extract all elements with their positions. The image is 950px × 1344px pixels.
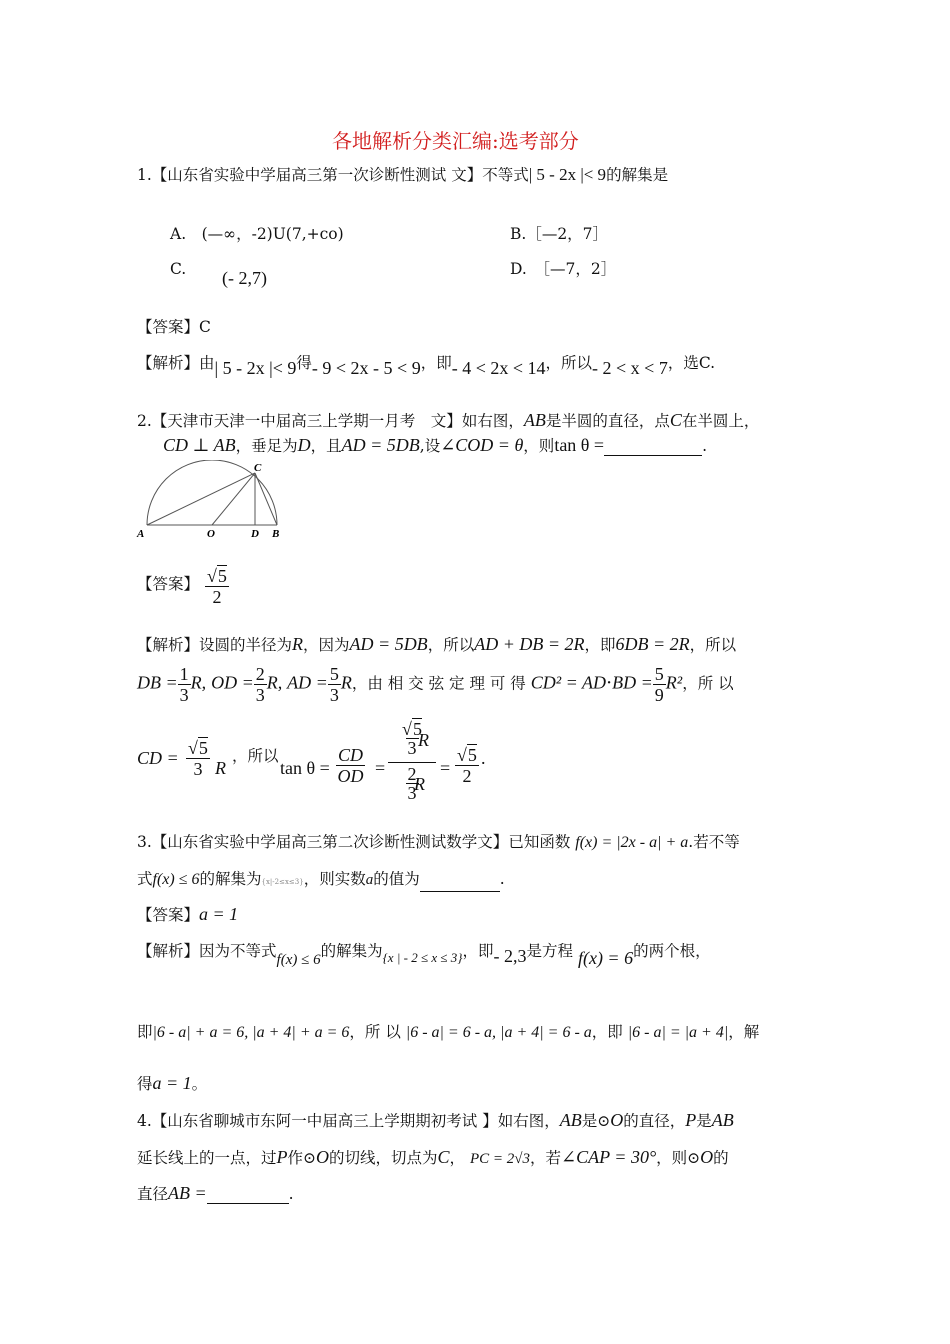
q2-answer (137, 574, 199, 594)
q1-an-text: 由 (199, 354, 215, 372)
q3-an-text: 是方程 (526, 942, 574, 960)
q2-an-den: 3 (179, 685, 189, 705)
q3-solution-set: {x|-2≤x≤3} (261, 878, 304, 886)
q4-text: ，则⊙ (656, 1149, 701, 1167)
q4-source: 【山东省聊城市东阿一中届高三上学期期初考试 】 (151, 1112, 498, 1130)
q3-an-text: ，即 (462, 942, 494, 960)
q2-label-a: A (137, 528, 145, 540)
q2-text: 如右图， (461, 412, 524, 430)
q1-an-text: ，所以 (545, 354, 593, 372)
q4-answer-blank[interactable] (207, 1189, 289, 1204)
q4-math: O (610, 1110, 624, 1130)
q2-an-math: AD = 5DB (349, 634, 428, 654)
q3-text: . (499, 870, 505, 888)
q1-source: 【山东省实验中学届高三第一次诊断性测试 文】 (151, 166, 483, 184)
q3-number: 3. (137, 833, 152, 851)
q1-option-d: D. ［—7，2］ (510, 260, 617, 278)
q2-math: ∠COD = θ (440, 435, 524, 455)
q2-math: tan θ = (554, 435, 605, 455)
q4-math: AB = (168, 1183, 207, 1203)
q2-an-math: R² (665, 672, 683, 693)
q1-analysis (137, 352, 716, 378)
q3-an-text: 的两个根， (633, 942, 711, 960)
q3-an-math: f(x) ≤ 6 (276, 952, 321, 968)
q2-an-math: = (375, 758, 386, 778)
q3-an-math: a = 1 (152, 1073, 192, 1093)
q2-analysis-line1 (137, 634, 736, 655)
q4-text: ，若 (530, 1149, 562, 1167)
q1-an-math: - 4 < 2x < 14 (451, 358, 546, 378)
q2-an-den: 2 (462, 766, 472, 786)
q3-text: 已知函数 (508, 833, 571, 851)
q2-an-text: ，由 相 交 弦 定 理 可 得 (351, 674, 526, 693)
q3-an-text: 因为不等式 (199, 942, 277, 960)
q1-stem-post: 的解集是 (606, 166, 669, 184)
q2-an-text: ，所以 (427, 636, 475, 654)
q1-an-text: ，选C. (667, 354, 716, 372)
q3-an-math: - 2,3 (493, 946, 527, 966)
q3-an-text: 。 (191, 1075, 208, 1093)
q2-label-c: C (254, 462, 262, 474)
q3-an-math: |6 - a| + a = 6, |a + 4| + a = 6 (152, 1024, 350, 1041)
q4-math: AB (559, 1110, 582, 1130)
q4-stem-line2 (137, 1147, 729, 1169)
q3-answer-value: a = 1 (199, 904, 239, 924)
q2-an-math: OD = (211, 672, 254, 693)
q2-text: 是半圆的直径，点 (545, 412, 670, 430)
q2-an-den: 9 (654, 685, 664, 705)
analysis-label: 【解析】 (137, 942, 200, 960)
q1-inequality: | 5 - 2x |< 9 (528, 165, 607, 184)
q2-an-compound-fraction: √5 3 R 2 3 R (388, 720, 436, 803)
q4-number: 4. (137, 1112, 152, 1130)
q4-math: AB (711, 1110, 734, 1130)
q3-an-math: f(x) = 6 (577, 948, 634, 968)
q2-semicircle-figure (135, 460, 295, 545)
q2-an-math: R, (190, 672, 207, 693)
q2-an-math: CD = (137, 748, 179, 768)
q4-text: 的直径， (623, 1112, 686, 1130)
q1-an-text: 得 (296, 354, 312, 372)
q1-option-c-value: (- 2,7) (222, 268, 267, 288)
q2-an-text: ，即 (584, 636, 616, 654)
q2-an-num: 5 (198, 738, 208, 758)
q2-stem-line1 (137, 410, 759, 431)
q3-an-text: 得 (137, 1075, 153, 1093)
q2-an-math: R (414, 774, 425, 794)
q4-stem-line3 (137, 1183, 294, 1204)
q2-an-num: CD (338, 745, 364, 765)
q1-stem-text: 不等式 (482, 166, 529, 184)
q3-an-text: ，所 以 (349, 1023, 401, 1041)
q2-stem-line2 (163, 435, 707, 456)
q2-an-math: R (215, 758, 226, 778)
q2-an-text: ，因为 (303, 636, 350, 654)
q2-an-frac-result: $\frac{√5}{2}$ (457, 745, 477, 786)
q4-text: ， (449, 1149, 466, 1167)
q4-stem-line1 (137, 1110, 734, 1131)
q2-an-math: R (418, 730, 429, 750)
q3-an-math: |6 - a| = 6 - a, |a + 4| = 6 - a (405, 1024, 592, 1041)
q3-text: 的值为 (373, 870, 420, 888)
q2-an-text: ，所以 (232, 747, 279, 765)
q4-math: ∠CAP = 30° (561, 1147, 657, 1167)
q2-text: ，则 (523, 437, 555, 455)
q2-an-math: . (481, 748, 486, 768)
q2-line-oc (212, 473, 255, 525)
q2-an-num: 5 (329, 664, 339, 684)
q4-text: 是 (696, 1112, 712, 1130)
q2-an-den: 3 (329, 685, 339, 705)
q2-an-text: ，所 以 (682, 674, 734, 693)
q4-text: 的切线，切点为 (329, 1149, 438, 1167)
q3-answer (137, 904, 238, 925)
q2-analysis-line3 (137, 718, 179, 768)
q1-an-text: ，即 (420, 354, 452, 372)
q2-an-math: DB = (137, 672, 178, 693)
q1-answer (137, 317, 211, 337)
q3-an-math: {x | - 2 ≤ x ≤ 3} (382, 950, 463, 965)
q3-source: 【山东省实验中学届高三第二次诊断性测试数学文】 (151, 833, 509, 851)
q2-text: ,设 (419, 437, 441, 455)
q2-answer-numerator: 5 (217, 566, 227, 586)
q2-an-math: = (440, 758, 451, 778)
q3-math: a (365, 872, 374, 888)
q3-an-math: |6 - a| = |a + 4| (627, 1024, 729, 1041)
q2-an-num: 1 (179, 664, 189, 684)
q2-math: AD = 5DB (341, 435, 420, 455)
q4-text: . (288, 1185, 294, 1203)
q2-label-o: O (207, 528, 215, 540)
q2-source: 【天津市天津一中届高三上学期一月考 文】 (151, 412, 462, 430)
q2-math: CD ⊥ AB (163, 435, 236, 455)
q3-answer-blank[interactable] (420, 877, 500, 892)
q3-an-text: 的解集为 (320, 942, 383, 960)
analysis-label: 【解析】 (137, 636, 200, 654)
q4-math: PC = 2√3 (470, 1151, 531, 1167)
q1-option-c: C. (170, 260, 187, 278)
q2-an-frac-cd: $\frac{√5}{3}$ (188, 738, 208, 779)
q2-an-frac-cdod (336, 745, 365, 786)
q2-label-d: D (251, 528, 259, 540)
q4-text: 如右图， (497, 1112, 560, 1130)
q3-text: .若不等 (688, 833, 740, 851)
q2-an-num: 5 (654, 664, 664, 684)
q4-text: 作⊙ (287, 1149, 317, 1167)
q2-math: AB (523, 410, 546, 430)
q4-math: P (276, 1147, 288, 1167)
q2-label-b: B (272, 528, 280, 540)
q2-text: ，且 (310, 437, 342, 455)
q2-an-den: 3 (407, 783, 417, 803)
q3-text: 式 (137, 870, 153, 888)
q3-math: f(x) ≤ 6 (152, 871, 200, 888)
q3-text: 的解集为 (199, 870, 262, 888)
q1-an-math: - 2 < x < 7 (592, 358, 668, 378)
q2-an-den: 3 (255, 685, 265, 705)
q2-an-num: 5 (412, 719, 422, 739)
q4-text: 的 (713, 1149, 729, 1167)
q3-analysis-line3 (137, 1073, 207, 1094)
q4-text: 是⊙ (581, 1112, 611, 1130)
q3-an-text: ，解 (728, 1023, 760, 1041)
q1-option-b: B.［—2，7］ (510, 225, 609, 243)
q2-line-cb (255, 473, 277, 525)
q2-an-math: AD + DB = 2R (474, 634, 585, 654)
q2-analysis-line2 (137, 664, 734, 705)
q1-answer-value: C (199, 318, 211, 336)
q2-an-math: tan θ = (280, 758, 330, 778)
q2-answer-denominator: 2 (212, 587, 222, 607)
q3-analysis-line1 (137, 940, 711, 968)
q1-number: 1. (137, 166, 152, 184)
q4-math: C (437, 1147, 450, 1167)
q4-math: P (685, 1110, 697, 1130)
q3-math: f(x) = |2x - a| + a (575, 834, 689, 851)
q2-an-den: 3 (193, 759, 203, 779)
q1-an-math: | 5 - 2x |< 9 (214, 358, 297, 378)
answer-label: 【答案】 (137, 906, 200, 924)
q2-text: . (702, 437, 708, 455)
q1-option-a: A. (—∞，-2)U(7,+co) (170, 225, 344, 243)
q2-text: ，垂足为 (235, 437, 298, 455)
answer-label: 【答案】 (137, 318, 200, 336)
q2-line-ac (147, 473, 255, 525)
q4-text: 直径 (137, 1185, 169, 1203)
q3-an-text: 即 (137, 1023, 153, 1041)
q3-an-text: ，即 (591, 1023, 623, 1041)
q2-an-math: R (292, 634, 304, 654)
q2-an-num: 5 (467, 745, 477, 765)
q2-math: D (297, 435, 311, 455)
q3-analysis-line2 (137, 1022, 759, 1043)
q3-stem-line2 (137, 869, 505, 892)
q1-an-math: - 9 < 2x - 5 < 9 (311, 358, 421, 378)
q2-math: C (669, 410, 682, 430)
q3-text: ，则实数 (303, 870, 366, 888)
q4-math: O (316, 1147, 330, 1167)
q2-text: 在半圆上， (681, 412, 760, 430)
q2-an-math: AD = (287, 672, 328, 693)
q2-an-text: 设圆的半径为 (199, 636, 293, 654)
page-title: 各地解析分类汇编:选考部分 (332, 129, 579, 153)
q2-answer-fraction: $\frac{√5}{2}$ (207, 566, 227, 607)
q2-an-math: CD² = AD⋅BD = (530, 672, 653, 693)
q1-stem (137, 165, 668, 185)
q4-math: O (700, 1147, 714, 1167)
q2-an-num: 2 (407, 764, 417, 784)
q4-text: 延长线上的一点，过 (137, 1149, 277, 1167)
q2-an-math: R (340, 672, 352, 693)
q2-an-math: R, (266, 672, 283, 693)
q2-answer-blank[interactable] (604, 441, 702, 456)
q2-an-math: 6DB = 2R (615, 634, 690, 654)
q2-an-den: 3 (407, 738, 417, 758)
q2-an-num: 2 (255, 664, 265, 684)
q2-number: 2. (137, 412, 152, 430)
analysis-label: 【解析】 (137, 354, 200, 372)
q3-stem-line1 (137, 832, 740, 853)
q2-an-text: ，所以 (689, 636, 737, 654)
answer-label: 【答案】 (137, 575, 200, 593)
q2-an-den: OD (337, 766, 364, 786)
